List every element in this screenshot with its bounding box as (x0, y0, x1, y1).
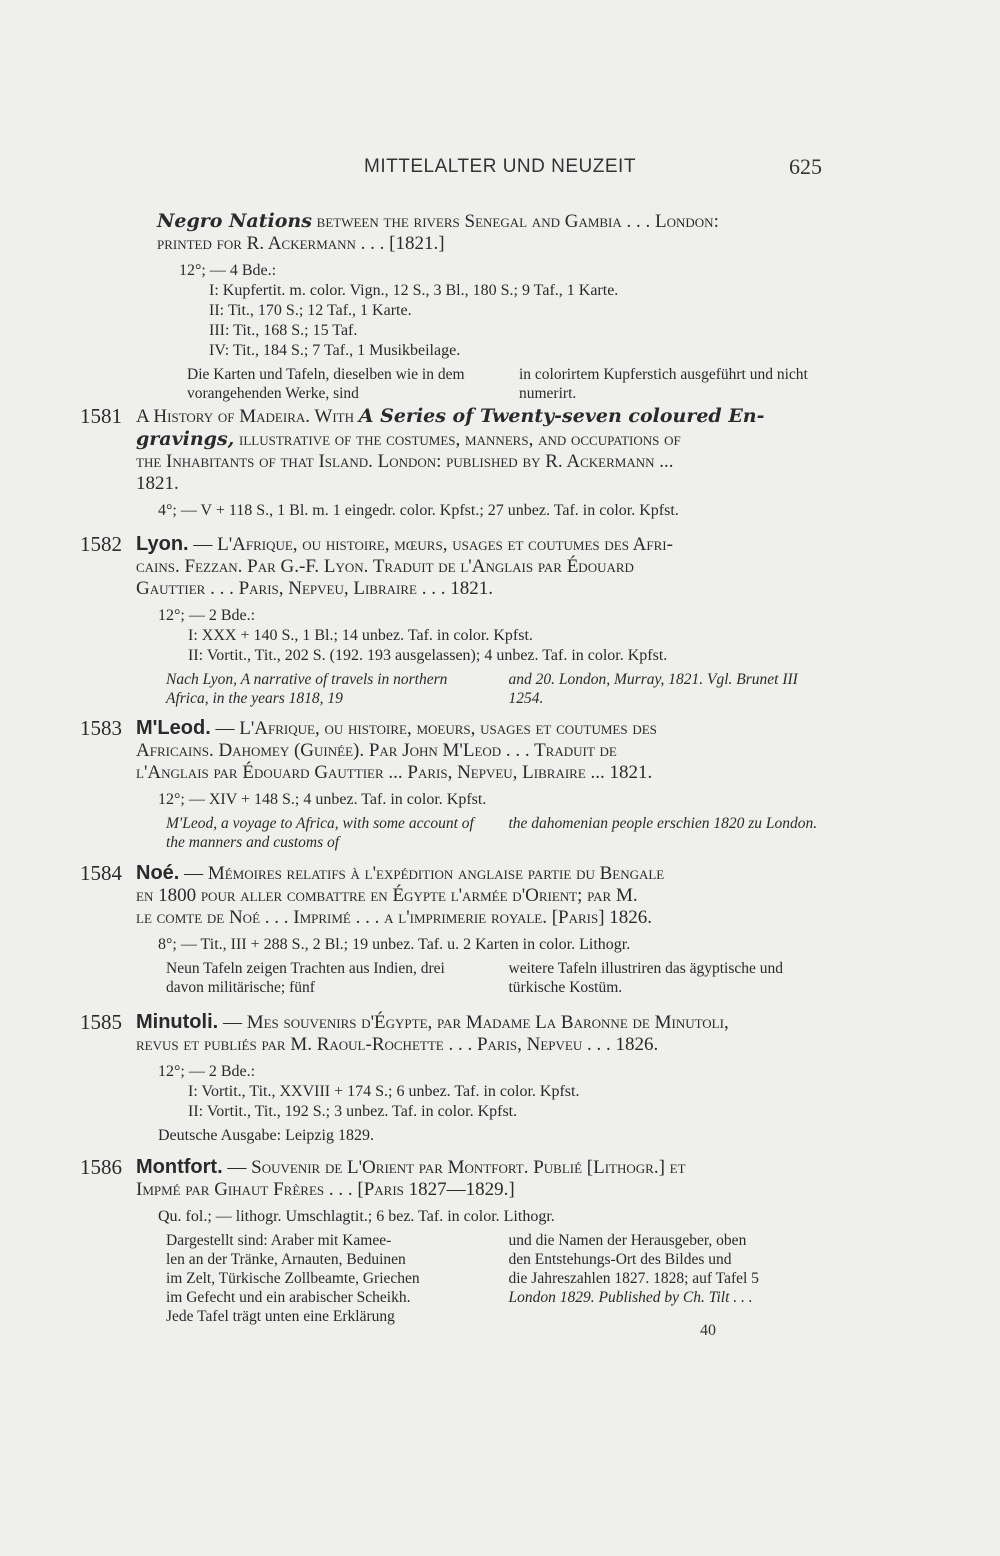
annotation: Nach Lyon, A narrative of travels in northern Africa, in the years 1818, 19 and 20. London, Murray, 1821. Vgl. Brunet III 1254. (166, 671, 798, 707)
collation: 4°; — V + 118 S., 1 Bl. m. 1 eingedr. color. Kpfst.; 27 unbez. Taf. in color. Kpfst. (158, 502, 679, 519)
annotation: Dargestellt sind: Araber mit Kamee- len an der Tränke, Arnauten, Beduinen im Zelt, Türkische Zollbeamte, Griechen im Gefecht und ein arabischer Scheikh. Jede Tafel trägt unten eine Erklärung und die Namen der Herausgeber, oben den Entstehungs-Ort des Bildes und die Jahreszahlen 1827. 1828; auf Tafel 5 London 1829. Published by Ch. Tilt . . . (166, 1232, 759, 1325)
note-german-edition: Deutsche Ausgabe: Leipzig 1829. (158, 1127, 374, 1144)
collation: 12°; — 4 Bde.: (179, 262, 277, 279)
entry-number: 1586 (80, 1155, 122, 1179)
entry-1585: 1585 Minutoli. — Mes souvenirs d'Égypte, par Madame La Baronne de Minutoli, revus et publiés par M. Raoul-Rochette . . . Paris, Nepveu . . . 1826. 12°; — 2 Bde.: I: Vortit., Tit., XXVIII + 174 S.; 6 unbez. Taf. in color. Kpfst. II: Vortit., Tit., 192 S.; 3 unbez. Taf. in color. Kpfst. Deutsche Ausgabe: Leipzig 1829. (80, 1011, 825, 1146)
annotation: M'Leod, a voyage to Africa, with some account of the manners and customs of the dahomenian people erschien 1820 zu London. (166, 815, 818, 851)
entry-number: 1583 (80, 716, 122, 740)
collation: 12°; — 2 Bde.: (158, 607, 256, 624)
author-name: Minutoli. (136, 1011, 219, 1033)
annotation: Neun Tafeln zeigen Trachten aus Indien, drei davon militärische; fünf weitere Tafeln illustriren das ägyptische und türkische Kostüm. (166, 960, 784, 996)
author-name: Lyon. (136, 533, 189, 555)
collation: 12°; — 2 Bde.: (158, 1063, 256, 1080)
page-number: 625 (789, 154, 822, 179)
entry-1581: 1581 A History of Madeira. With A Series of Twenty-seven coloured En- gravings, illustrative of the costumes, manners, and occupations of the Inhabitants of that Island. London: published by R. Ackermann ... 1821. 4°; — V + 118 S., 1 Bl. m. 1 eingedr. color. Kpfst.; 27 unbez. Taf. in color. Kpfst. (80, 405, 825, 521)
entry-1582: 1582 Lyon. — L'Afrique, ou histoire, mœurs, usages et coutumes des Afri- cains. Fezzan. Par G.-F. Lyon. Traduit de l'Anglais par Édouard Gauttier . . . Paris, Nepveu, Libraire . . . 1821. 12°; — 2 Bde.: I: XXX + 140 S., 1 Bl.; 14 unbez. Taf. in color. Kpfst. II: Vortit., Tit., 202 S. (192. 193 ausgelassen); 4 unbez. Taf. in color. Kpfst. Nach Lyon, A narrative of travels in northern Africa, in the years 1818, 19 and 20. London, Murray, 1821. Vgl. Brunet III 1254. (80, 533, 825, 708)
volume-list: I: Vortit., Tit., XXVIII + 174 S.; 6 unbez. Taf. in color. Kpfst. II: Vortit., Tit., 192 S.; 3 unbez. Taf. in color. Kpfst. (188, 1083, 580, 1120)
running-header: MITTELALTER UND NEUZEIT (364, 156, 636, 177)
entry-number: 1582 (80, 532, 122, 556)
entry-number: 1584 (80, 861, 122, 885)
author-name: Noé. (136, 862, 180, 884)
author-name: M'Leod. (136, 717, 211, 739)
signature-mark: 40 (700, 1322, 716, 1339)
collation: Qu. fol.; — lithogr. Umschlagtit.; 6 bez. Taf. in color. Lithogr. (158, 1208, 555, 1225)
entry-1584: 1584 Noé. — Mémoires relatifs à l'expédition anglaise partie du Bengale en 1800 pour aller combattre en Égypte l'armée d'Orient; par M. le comte de Noé . . . Imprimé . . . a l'imprimerie royale. [Paris] 1826. 8°; — Tit., III + 288 S., 2 Bl.; 19 unbez. Taf. u. 2 Karten in color. Lithogr. Neun Tafeln zeigen Trachten aus Indien, drei davon militärische; fünf weitere Tafeln illustriren das ägyptische und türkische Kostüm. (80, 862, 825, 997)
volume-list: I: XXX + 140 S., 1 Bl.; 14 unbez. Taf. in color. Kpfst. II: Vortit., Tit., 202 S. (192. 193 ausgelassen); 4 unbez. Taf. in color. Kpfst. (188, 627, 668, 664)
collation: 8°; — Tit., III + 288 S., 2 Bl.; 19 unbez. Taf. u. 2 Karten in color. Lithogr. (158, 936, 631, 953)
annotation: Die Karten und Tafeln, dieselben wie in dem vorangehenden Werke, sind in colorirtem Kupferstich ausgeführt und nicht numerirt. (187, 366, 808, 402)
volume-list: I: Kupfertit. m. color. Vign., 12 S., 3 Bl., 180 S.; 9 Taf., 1 Karte. II: Tit., 170 S.; 12 Taf., 1 Karte. III: Tit., 168 S.; 15 Taf. IV: Tit., 184 S.; 7 Taf., 1 Musikbeilage. (209, 282, 619, 359)
entry-continuation: Negro Nations between the rivers Senegal and Gambia . . . London: printed for R. Ackermann . . . [1821.] 12°; — 4 Bde.: I: Kupfertit. m. color. Vign., 12 S., 3 Bl., 180 S.; 9 Taf., 1 Karte. II: Tit., 170 S.; 12 Taf., 1 Karte. III: Tit., 168 S.; 15 Taf. IV: Tit., 184 S.; 7 Taf., 1 Musikbeilage. Die Karten und Tafeln, dieselben wie in dem vorangehenden Werke, sind in colorirtem Kupferstich ausgeführt und nicht numerirt. (157, 210, 825, 403)
collation: 12°; — XIV + 148 S.; 4 unbez. Taf. in color. Kpfst. (158, 791, 487, 808)
author-name: Montfort. (136, 1156, 223, 1178)
entry-1586: 1586 Montfort. — Souvenir de L'Orient par Montfort. Publié [Lithogr.] et Impmé par Gihaut Frères . . . [Paris 1827—1829.] Qu. fol.; — lithogr. Umschlagtit.; 6 bez. Taf. in color. Lithogr. Dargestellt sind: Araber mit Kamee- len an der Tränke, Arnauten, Beduinen im Zelt, Türkische Zollbeamte, Griechen im Gefecht und ein arabischer Scheikh. Jede Tafel trägt unten eine Erklärung und die Namen der Herausgeber, oben den Entstehungs-Ort des Bildes und die Jahreszahlen 1827. 1828; auf Tafel 5 London 1829. Published by Ch. Tilt . . . (80, 1156, 825, 1326)
blackletter-title: Negro Nations (157, 210, 312, 232)
entry-number: 1581 (80, 404, 122, 428)
entry-1583: 1583 M'Leod. — L'Afrique, ou histoire, moeurs, usages et coutumes des Africains. Dahomey (Guinée). Par John M'Leod . . . Traduit de l'Anglais par Édouard Gauttier ... Paris, Nepveu, Libraire ... 1821. 12°; — XIV + 148 S.; 4 unbez. Taf. in color. Kpfst. M'Leod, a voyage to Africa, with some account of the manners and customs of the dahomenian people erschien 1820 zu London. (80, 717, 825, 852)
entry-number: 1585 (80, 1010, 122, 1034)
